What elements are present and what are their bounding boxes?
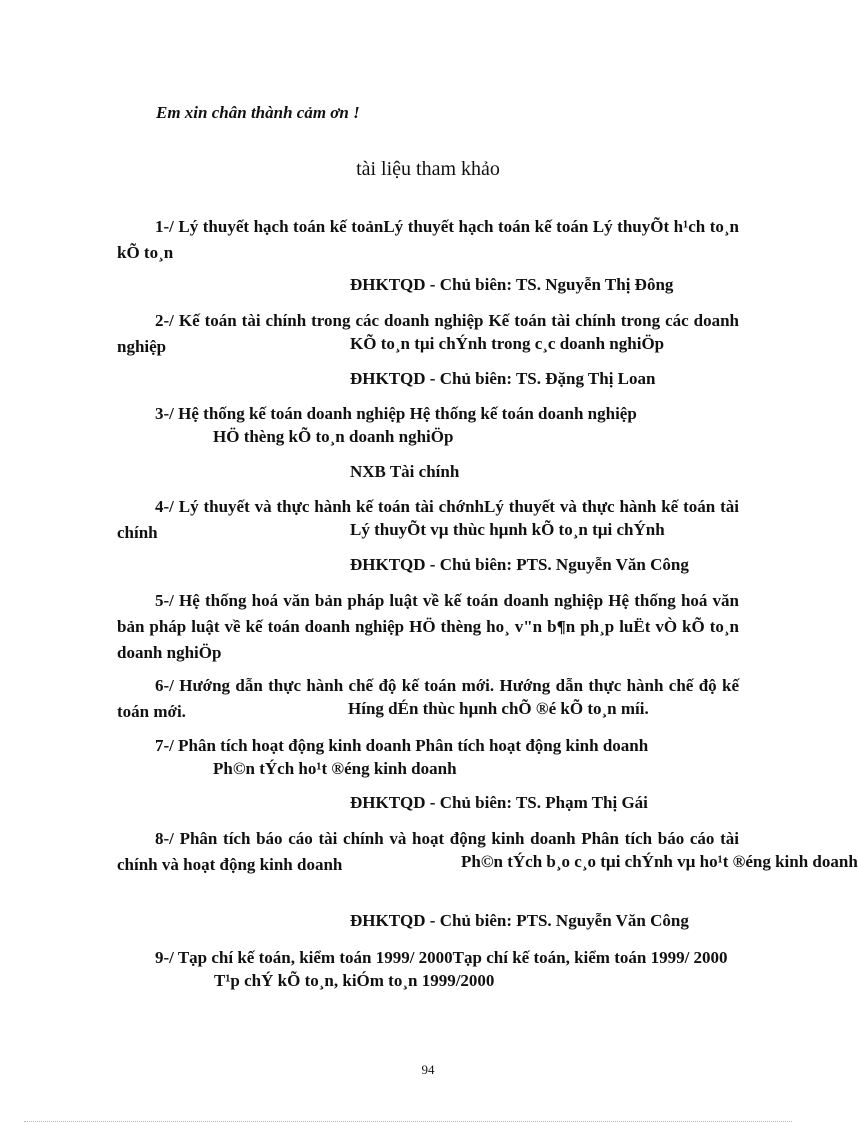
reference-9-text: 9-/ Tạp chí kế toán, kiểm toán 1999/ 2000Tạp chí kế toán, kiểm toán 1999/ 2000	[155, 948, 728, 967]
reference-7-text: 7-/ Phân tích hoạt động kinh doanh Phân tích hoạt động kinh doanh	[155, 736, 649, 755]
reference-1-source: ĐHKTQD - Chủ biên: TS. Nguyễn Thị Đông	[350, 275, 674, 294]
references-heading: tài liệu tham khảo	[356, 158, 500, 180]
reference-3-text-legacy: HÖ thèng kÕ to¸n doanh nghiÖp	[213, 427, 454, 446]
reference-1-text: 1-/ Lý thuyết hạch toán kế toảnLý thuyết hạch toán kế toán Lý thuyÕt h¹ch to¸n kÕ to¸n	[117, 217, 739, 262]
reference-1	[117, 214, 739, 266]
reference-2-text: 2-/ Kế toán tài chính trong các doanh nghiệp Kế toán tài chính trong các doanh nghiệp	[117, 311, 739, 356]
reference-8-source: ĐHKTQD - Chủ biên: PTS. Nguyễn Văn Công	[350, 911, 689, 930]
reference-9	[117, 945, 739, 971]
reference-6-text-legacy: Híng dÉn thùc hµnh chÕ ®é kÕ to¸n míi.	[348, 699, 649, 718]
page-bottom-divider	[24, 1121, 792, 1122]
page-number: 94	[421, 1062, 435, 1077]
reference-3-source: NXB Tài chính	[350, 462, 460, 481]
reference-4-text-legacy: Lý thuyÕt vµ thùc hµnh kÕ to¸n tµi chÝnh	[350, 520, 665, 539]
reference-2-text-legacy: KÕ to¸n tµi chÝnh trong c¸c doanh nghiÖp	[350, 334, 665, 353]
reference-8-text-legacy: Ph©n tÝch b¸o c¸o tµi chÝnh vµ ho¹t ®éng kinh doanh	[461, 852, 858, 871]
reference-2-source: ĐHKTQD - Chủ biên: TS. Đặng Thị Loan	[350, 369, 656, 388]
reference-6-text: 6-/ Hướng dẫn thực hành chế độ kế toán mới. Hướng dẫn thực hành chế độ kế toán mới.	[117, 676, 739, 721]
reference-3	[117, 401, 739, 427]
reference-5	[117, 588, 739, 666]
reference-7-text-legacy: Ph©n tÝch ho¹t ®éng kinh doanh	[213, 759, 457, 778]
reference-4-text: 4-/ Lý thuyết và thực hành kế toán tài chớnhLý thuyết và thực hành kế toán tài chính	[117, 497, 739, 542]
reference-4-source: ĐHKTQD - Chủ biên: PTS. Nguyễn Văn Công	[350, 555, 689, 574]
reference-8-text: 8-/ Phân tích báo cáo tài chính và hoạt động kinh doanh Phân tích báo cáo tài chính và hoạt động kinh doanh	[117, 829, 739, 874]
reference-3-text: 3-/ Hệ thống kế toán doanh nghiệp Hệ thống kế toán doanh nghiệp	[155, 404, 637, 423]
reference-7	[117, 733, 739, 759]
reference-9-text-legacy: T¹p chÝ kÕ to¸n, kiÓm to¸n 1999/2000	[214, 971, 495, 990]
closing-thanks: Em xin chân thành cảm ơn !	[156, 103, 360, 122]
reference-7-source: ĐHKTQD - Chủ biên: TS. Phạm Thị Gái	[350, 793, 648, 812]
reference-5-text: 5-/ Hệ thống hoá văn bản pháp luật về kế toán doanh nghiệp Hệ thống hoá văn bản pháp luật về kế toán doanh nghiệp HÖ thèng ho¸ v"n b¶n ph¸p luËt vÒ kÕ to¸n doanh nghiÖp	[117, 591, 739, 662]
